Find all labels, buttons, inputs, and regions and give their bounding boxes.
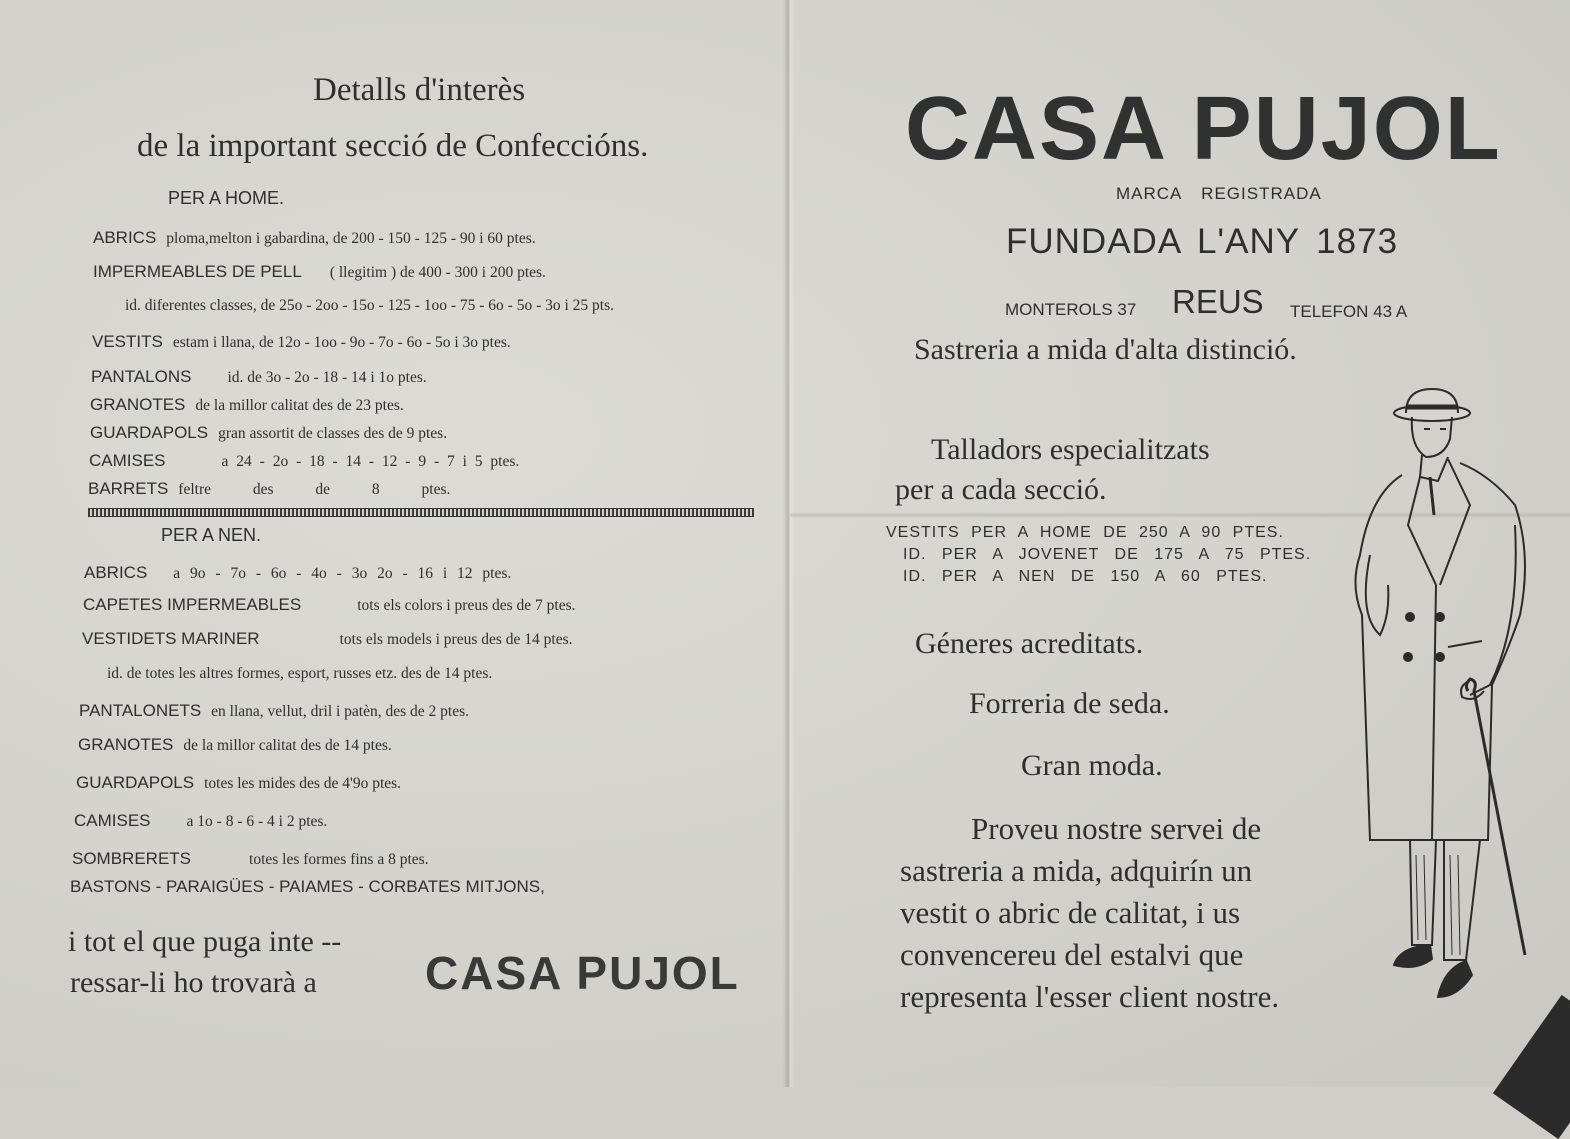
home-row [93,262,546,282]
nen-row [107,665,492,683]
home-row [93,228,536,248]
row-detail: tots els colors i preus des de 7 ptes. [357,597,576,614]
row-detail: estam i llana, de 12o - 1oo - 9o - 7o - 6o - 5o i 3o ptes. [172,334,511,351]
home-row [90,423,447,443]
marca-registrada: MARCA REGISTRADA [1116,184,1322,203]
row-label: GRANOTES [78,735,174,754]
para-line: sastreria a mida, adquirín un [900,853,1253,888]
row-label: ABRICS [93,228,157,247]
left-title-line2: de la important secció de Confeccións. [137,128,649,164]
left-title-line1: Detalls d'interès [313,72,526,108]
row-label: CAPETES IMPERMEABLES [83,595,302,614]
row-detail: gran assortit de classes des de 9 ptes. [218,425,448,442]
phone: TELEFON 43 A [1290,302,1408,321]
row-label: PANTALONS [91,367,192,386]
row-label: BARRETS [88,479,169,498]
row-label: CAMISES [74,811,151,830]
extras-line: BASTONS - PARAIGÜES - PAIAMES - CORBATES MITJONS, [70,877,545,896]
para-line: vestit o abric de calitat, i us [900,895,1241,930]
row-label: GRANOTES [90,395,186,414]
address: MONTEROLS 37 [1005,300,1137,319]
divider-rule [88,508,754,517]
home-heading: PER A HOME. [168,188,285,208]
home-row [90,395,404,415]
tagline: Sastreria a mida d'alta distinció. [914,333,1297,366]
row-detail: en llana, vellut, dril i patèn, des de 2 ptes. [211,703,470,720]
row-detail: id. de totes les altres formes, esport, russes etz. des de 14 ptes. [107,665,493,682]
fundada-line: FUNDADA L'ANY 1873 [1006,222,1399,261]
talladors-line2: per a cada secció. [895,473,1107,506]
home-row [125,297,614,315]
price-line: ID. PER A JOVENET DE 175 A 75 PTES. [903,546,1312,563]
row-detail: ( llegitim ) de 400 - 300 i 200 ptes. [329,264,546,281]
forreria-line: Forreria de seda. [969,687,1170,720]
city: REUS [1172,283,1264,320]
row-detail: id. diferentes classes, de 25o - 2oo - 15o - 125 - 1oo - 75 - 6o - 5o - 3o i 25 pts. [125,297,615,314]
row-label: ABRICS [84,563,148,582]
closing-line1: i tot el que puga inte -- [68,925,342,958]
nen-row [82,629,573,649]
torn-corner [1493,995,1570,1139]
nen-row [78,735,392,755]
price-line: ID. PER A NEN DE 150 A 60 PTES. [903,568,1268,585]
gentleman-illustration [1340,385,1540,1010]
row-label: VESTIDETS MARINER [82,629,260,648]
talladors-line1: Talladors especialitzats [931,433,1210,466]
nen-row [79,701,469,721]
row-detail: a 24 - 2o - 18 - 14 - 12 - 9 - 7 i 5 ptes. [221,453,520,470]
home-row [88,479,450,499]
nen-row [83,595,576,615]
center-fold [783,0,795,1087]
row-detail: id. de 3o - 2o - 18 - 14 i 1o ptes. [227,369,427,386]
row-label: IMPERMEABLES DE PELL [93,262,302,281]
home-row [92,332,511,352]
home-row [89,451,519,471]
brand-title: CASA PUJOL [905,79,1502,179]
row-detail: feltre des de 8 ptes. [178,481,451,498]
home-row [91,367,427,387]
closing-line2: ressar-li ho trovarà a [70,966,317,999]
row-label: CAMISES [89,451,166,470]
nen-row [84,563,511,583]
row-label: GUARDAPOLS [76,773,195,792]
row-detail: tots els models i preus des de 14 ptes. [339,631,573,648]
nen-heading: PER A NEN. [161,525,262,545]
para-line: representa l'esser client nostre. [900,979,1280,1014]
row-detail: totes les mides des de 4'9o ptes. [204,775,402,792]
row-detail: totes les formes fins a 8 ptes. [249,851,429,868]
closing-brand: CASA PUJOL [425,947,740,999]
nen-row [76,773,401,793]
para-line: Proveu nostre servei de [971,811,1262,846]
price-line: VESTITS PER A HOME DE 250 A 90 PTES. [886,524,1284,541]
row-label: PANTALONETS [79,701,202,720]
generes-line: Géneres acreditats. [915,627,1144,660]
row-detail: de la millor calitat des de 14 ptes. [183,737,392,754]
row-detail: a 1o - 8 - 6 - 4 i 2 ptes. [186,813,328,830]
row-detail: a 9o - 7o - 6o - 4o - 3o 2o - 16 i 12 ptes. [173,565,512,582]
nen-row [72,849,429,869]
row-detail: ploma,melton i gabardina, de 200 - 150 - 125 - 90 i 60 ptes. [166,230,536,247]
gran-moda-line: Gran moda. [1021,749,1163,782]
row-label: VESTITS [92,332,163,351]
row-detail: de la millor calitat des de 23 ptes. [195,397,404,414]
para-line: convencereu del estalvi que [900,937,1244,972]
nen-row [74,811,327,831]
row-label: SOMBRERETS [72,849,192,868]
row-label: GUARDAPOLS [90,423,209,442]
